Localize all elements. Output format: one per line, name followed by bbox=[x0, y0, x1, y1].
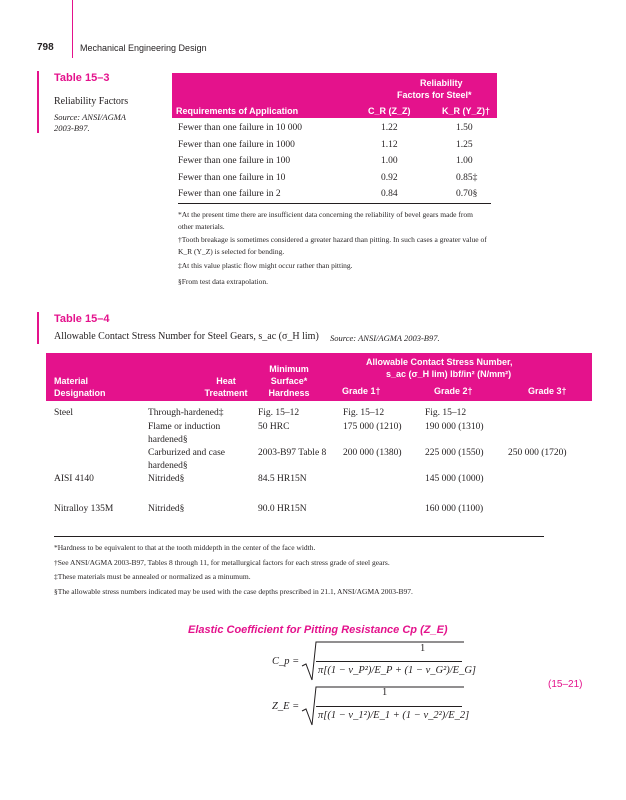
page-number: 798 bbox=[37, 42, 54, 53]
col-grade-3: Grade 3† bbox=[528, 386, 567, 396]
cr-cell: 1.22 bbox=[381, 123, 398, 133]
footnote: †See ANSI/AGMA 2003-B97, Tables 8 through 11, for metallurgical factors for each stress grade of steel gears. bbox=[54, 557, 390, 567]
footnote: †Tooth breakage is sometimes considered a greater hazard than pitting. In such cases a greater value of K_R (Y_Z) is selected for bending. bbox=[178, 235, 487, 256]
heat-treatment-cell: Carburized and case hardened§ bbox=[148, 448, 226, 471]
col-min-hardness: Minimum Surface* Hardness bbox=[268, 364, 310, 398]
kr-cell: 0.85‡ bbox=[456, 172, 478, 183]
header-stress-units: s_ac (σ_H lim) lbf/in² (N/mm²) bbox=[386, 369, 512, 379]
grade-1-cell: 175 000 (1210) bbox=[343, 422, 402, 432]
requirement-cell: Fewer than one failure in 2 bbox=[178, 189, 281, 199]
footnote: *At the present time there are insufficient data concerning the reliability of bevel gears made from other materials. bbox=[178, 210, 473, 231]
grade-2-cell: 225 000 (1550) bbox=[425, 448, 484, 458]
cp-numerator: 1 bbox=[420, 643, 426, 654]
col-requirements: Requirements of Application bbox=[176, 106, 299, 116]
grade-2-cell: 190 000 (1310) bbox=[425, 422, 484, 432]
col-material: Material Designation bbox=[54, 376, 106, 398]
footnote: §The allowable stress numbers indicated may be used with the case depths prescribed in 21.1, ANSI/AGMA 2003-B97. bbox=[54, 586, 413, 596]
table-15-3-header bbox=[172, 73, 497, 118]
footnote-rule bbox=[178, 203, 491, 204]
requirement-cell: Fewer than one failure in 10 000 bbox=[178, 123, 302, 133]
equation-number: (15–21) bbox=[548, 679, 583, 690]
cp-radical bbox=[300, 640, 466, 684]
table-15-4-label: Table 15–4 bbox=[54, 313, 110, 325]
grade-1-cell: 200 000 (1380) bbox=[343, 448, 402, 458]
material-cell: Steel bbox=[54, 408, 73, 418]
header-group: Reliability bbox=[420, 78, 463, 88]
table-row bbox=[178, 156, 498, 170]
heat-treatment-cell: Through-hardened‡ bbox=[148, 408, 224, 418]
table-15-3-label: Table 15–3 bbox=[54, 72, 110, 84]
book-title: Mechanical Engineering Design bbox=[80, 43, 207, 53]
table-row bbox=[178, 123, 498, 137]
hardness-cell: Fig. 15–12 bbox=[258, 408, 300, 418]
col-heat-treatment: Heat Treatment bbox=[204, 376, 248, 398]
margin-rule bbox=[72, 0, 73, 58]
table-15-3-source: Source: ANSI/AGMA bbox=[54, 112, 126, 122]
grade-3-cell: 250 000 (1720) bbox=[508, 448, 567, 458]
ze-numerator: 1 bbox=[382, 687, 388, 698]
col-grade-1: Grade 1† bbox=[342, 386, 381, 396]
table-15-3-caption: Reliability Factors bbox=[54, 96, 129, 107]
heat-treatment-cell: Flame or induction hardened§ bbox=[148, 422, 221, 445]
hardness-cell: 90.0 HR15N bbox=[258, 504, 307, 514]
grade-1-cell: Fig. 15–12 bbox=[343, 408, 385, 418]
grade-2-cell: 160 000 (1100) bbox=[425, 504, 484, 514]
cr-cell: 0.84 bbox=[381, 189, 398, 199]
cp-lhs: C_p = bbox=[272, 656, 300, 667]
cr-cell: 1.12 bbox=[381, 139, 398, 150]
cr-cell: 1.00 bbox=[381, 156, 398, 166]
header-group-2: Factors for Steel* bbox=[397, 90, 472, 100]
hardness-cell: 2003-B97 Table 8 bbox=[258, 448, 327, 458]
footnote: §From test data extrapolation. bbox=[178, 277, 268, 286]
requirement-cell: Fewer than one failure in 100 bbox=[178, 156, 291, 166]
table-row bbox=[178, 189, 498, 203]
header-stress-group: Allowable Contact Stress Number, bbox=[366, 357, 513, 367]
footnote: ‡These materials must be annealed or normalized as a minumum. bbox=[54, 572, 251, 581]
col-cr: C_R (Z_Z) bbox=[368, 106, 411, 116]
ze-lhs: Z_E = bbox=[272, 701, 300, 712]
table-15-3-accent-bar bbox=[37, 71, 39, 133]
table-15-4-accent-bar bbox=[37, 312, 39, 344]
table-15-4-caption: Allowable Contact Stress Number for Steel Gears, s_ac (σ_H lim) bbox=[54, 331, 319, 342]
table-15-3-source-2: 2003-B97. bbox=[54, 123, 90, 133]
ze-denominator: π[(1 − ν_1²)/E_1 + (1 − ν_2²)/E_2] bbox=[318, 710, 470, 721]
table-15-4-source: Source: ANSI/AGMA 2003-B97. bbox=[330, 333, 440, 343]
heat-treatment-cell: Nitrided§ bbox=[148, 474, 185, 484]
heat-treatment-cell: Nitrided§ bbox=[148, 504, 185, 514]
footnote-rule-2 bbox=[54, 536, 544, 537]
grade-2-cell: Fig. 15–12 bbox=[425, 408, 467, 418]
kr-cell: 1.25 bbox=[456, 139, 473, 150]
footnote: ‡At this value plastic flow might occur rather than pitting. bbox=[178, 261, 353, 270]
col-grade-2: Grade 2† bbox=[434, 386, 473, 396]
kr-cell: 1.00 bbox=[456, 156, 473, 166]
table-15-4-header bbox=[46, 353, 592, 401]
footnote: *Hardness to be equivalent to that at the tooth middepth in the center of the face width. bbox=[54, 543, 316, 552]
cp-denominator: π[(1 − ν_P²)/E_P + (1 − ν_G²)/E_G] bbox=[318, 665, 477, 676]
requirement-cell: Fewer than one failure in 10 bbox=[178, 172, 286, 183]
ze-radical bbox=[300, 685, 466, 729]
col-kr: K_R (Y_Z)† bbox=[442, 106, 491, 116]
requirement-cell: Fewer than one failure in 1000 bbox=[178, 139, 295, 150]
elastic-coefficient-title: Elastic Coefficient for Pitting Resistance Cp (Z_E) bbox=[188, 624, 448, 636]
material-cell: Nitralloy 135M bbox=[54, 504, 114, 514]
grade-2-cell: 145 000 (1000) bbox=[425, 474, 484, 484]
kr-cell: 1.50 bbox=[456, 123, 473, 133]
table-row bbox=[178, 140, 498, 154]
material-cell: AISI 4140 bbox=[54, 474, 94, 484]
cr-cell: 0.92 bbox=[381, 172, 398, 183]
kr-cell: 0.70§ bbox=[456, 189, 478, 199]
table-row bbox=[178, 173, 498, 187]
hardness-cell: 84.5 HR15N bbox=[258, 474, 307, 484]
hardness-cell: 50 HRC bbox=[258, 422, 290, 432]
